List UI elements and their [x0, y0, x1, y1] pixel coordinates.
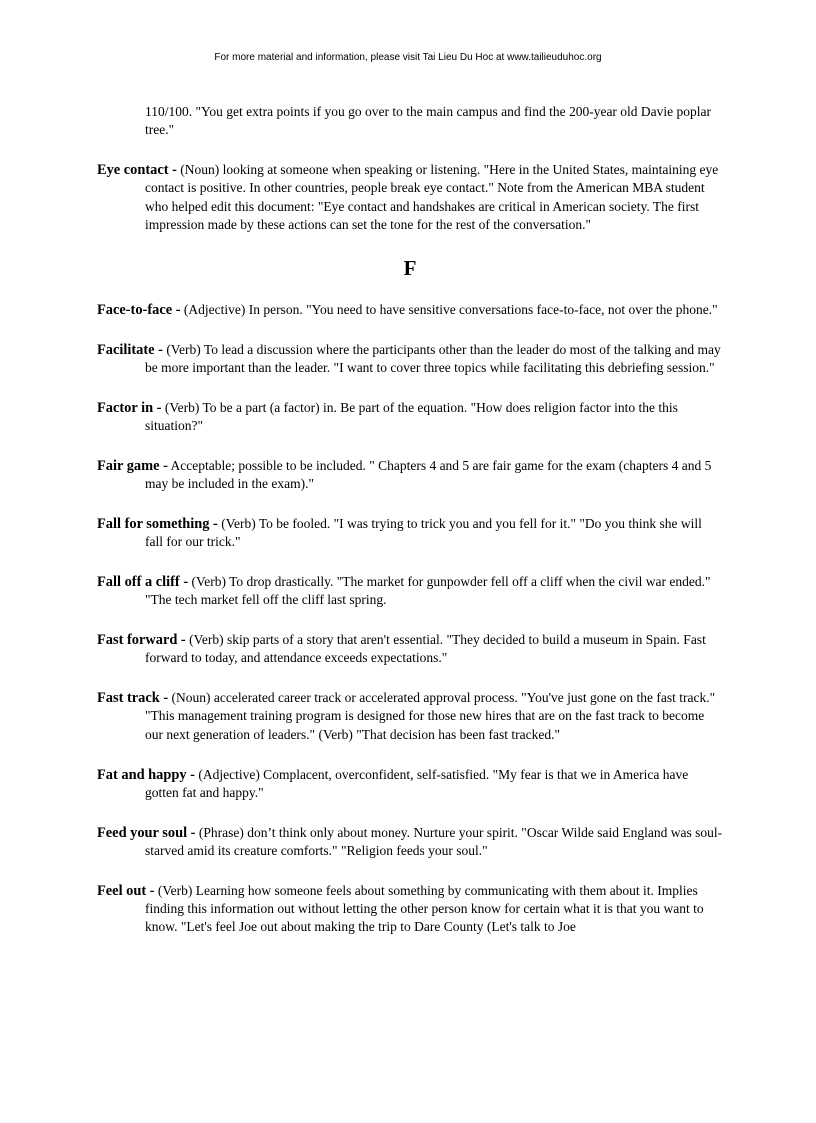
entry-definition: (Verb) To drop drastically. "The market for gunpowder fell off a cliff when the civil war ended." "The tech market fell off the cliff last spring.: [145, 573, 711, 608]
document-body: [97, 103, 723, 958]
glossary-entry: [97, 631, 723, 668]
entry-term: Fall for something -: [97, 515, 218, 532]
entry-term: Feed your soul -: [97, 824, 196, 841]
entry-definition: (Verb) To be a part (a factor) in. Be part of the equation. "How does religion factor into the this situation?": [145, 399, 678, 433]
glossary-entry: [97, 515, 723, 552]
glossary-entry: [97, 824, 723, 861]
entry-term: Face-to-face -: [97, 301, 181, 318]
entry-term: Facilitate -: [97, 341, 163, 358]
glossary-entry-eye-contact: [97, 161, 723, 234]
entry-definition: (Phrase) don’t think only about money. Nurture your spirit. "Oscar Wilde said England was soul-starved amid its creature comforts." "Religion feeds your soul.": [145, 824, 723, 858]
entry-term: Factor in -: [97, 399, 162, 416]
glossary-entry: [97, 882, 723, 937]
entry-term: Fat and happy -: [97, 766, 195, 783]
continuation-paragraph: [97, 103, 723, 140]
entry-definition: (Adjective) In person. "You need to have sensitive conversations face-to-face, not over the phone.": [180, 301, 718, 317]
glossary-entry: [97, 689, 723, 744]
glossary-entry: [97, 457, 723, 494]
continuation-text: 110/100. "You get extra points if you go over to the main campus and find the 200-year old Davie poplar tree.": [145, 104, 712, 138]
entry-term: Fair game -: [97, 457, 168, 474]
entry-term: Fall off a cliff -: [97, 573, 189, 590]
glossary-entry: [97, 301, 723, 319]
glossary-entry: [97, 766, 723, 803]
glossary-entry: [97, 341, 723, 378]
entry-definition: (Verb) To lead a discussion where the participants other than the leader do most of the talking and may be more important than the leader. "I want to cover three topics while facilitating this debriefing session.": [145, 341, 721, 375]
glossary-entry: [97, 399, 723, 436]
entry-term: Fast track -: [97, 690, 169, 707]
entry-definition: (Noun) accelerated career track or accelerated approval process. "You've just gone on the fast track." "This management training program is designed for those new hires that are on the fast track to become our next generation of leaders." (Verb) "That decision has been fast tracked.": [145, 690, 716, 742]
entry-definition: (Verb) skip parts of a story that aren't essential. "They decided to build a museum in Spain. Fast forward to today, and attendance exceeds expectations.": [145, 632, 706, 666]
entry-definition: Acceptable; possible to be included. " Chapters 4 and 5 are fair game for the exam (chapters 4 and 5 may be included in the exam).": [145, 457, 712, 492]
glossary-entry: [97, 573, 723, 610]
entry-term: Eye contact -: [97, 162, 177, 179]
entry-definition: (Noun) looking at someone when speaking or listening. "Here in the United States, maintaining eye contact is positive. In other countries, people break eye contact." Note from the American MBA student who helped edit this document: "Eye contact and handshakes are critical in American society. The first impression made by these actions can set the tone for the rest of the conversation.": [145, 162, 719, 232]
page-header: For more material and information, please visit Tai Lieu Du Hoc at www.tailieuduhoc.org: [214, 52, 602, 63]
entry-definition: (Adjective) Complacent, overconfident, self-satisfied. "My fear is that we in America have gotten fat and happy.": [145, 766, 689, 800]
entry-definition: (Verb) Learning how someone feels about something by communicating with them about it. Implies finding this information out without letting the other person know for certain what it is that you want to know. "Let's feel Joe out about making the trip to Dare County (Let's talk to Joe: [145, 882, 704, 935]
entry-term: Fast forward -: [97, 632, 186, 649]
entry-term: Feel out -: [97, 882, 155, 899]
entry-definition: (Verb) To be fooled. "I was trying to trick you and you fell for it." "Do you think she will fall for our trick.": [145, 515, 702, 550]
section-heading-letter: F: [403, 255, 417, 280]
